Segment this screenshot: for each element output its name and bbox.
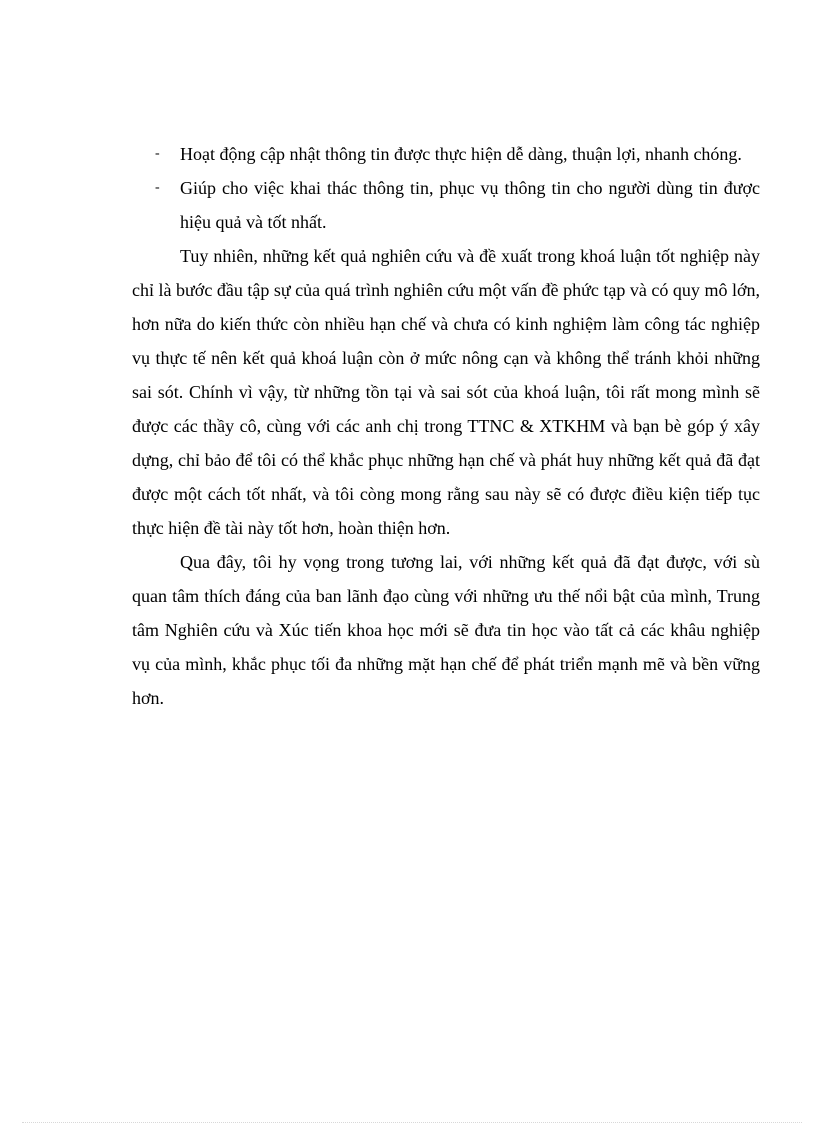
bullet-marker: - [155,146,160,161]
bullet-marker: - [155,180,160,195]
document-body [132,137,760,715]
paragraph: Tuy nhiên, những kết quả nghiên cứu và đề xuất trong khoá luận tốt nghiệp này chỉ là bước đầu tập sự của quá trình nghiên cứu một vấn đề phức tạp và có quy mô lớn, hơn nữa do kiến thức còn nhiều hạn chế và chưa có kinh nghiệm làm công tác nghiệp vụ thực tế nên kết quả khoá luận còn ở mức nông cạn và không thể tránh khỏi những sai sót. Chính vì vậy, từ những tồn tại và sai sót của khoá luận, tôi rất mong mình sẽ được các thầy cô, cùng với các anh chị trong TTNC & XTKHM và bạn bè góp ý xây dựng, chỉ bảo để tôi có thể khắc phục những hạn chế và phát huy những kết quả đã đạt được một cách tốt nhất, và tôi còng mong rằng sau này sẽ có được điều kiện tiếp tục thực hiện đề tài này tốt hơn, hoàn thiện hơn. [132,246,760,538]
bullet-item [132,171,760,239]
bullet-text: Giúp cho việc khai thác thông tin, phục vụ thông tin cho người dùng tin được hiệu quả và tốt nhất. [180,178,760,232]
bullet-item [132,137,760,171]
bullet-text: Hoạt động cập nhật thông tin được thực hiện dễ dàng, thuận lợi, nhanh chóng. [180,144,742,164]
paragraph: Qua đây, tôi hy vọng trong tương lai, với những kết quả đã đạt được, với sù quan tâm thích đáng của ban lãnh đạo cùng với những ưu thế nổi bật của mình, Trung tâm Nghiên cứu và Xúc tiến khoa học mới sẽ đưa tin học vào tất cả các khâu nghiệp vụ của mình, khắc phục tối đa những mặt hạn chế để phát triển mạnh mẽ và bền vững hơn. [132,552,760,708]
